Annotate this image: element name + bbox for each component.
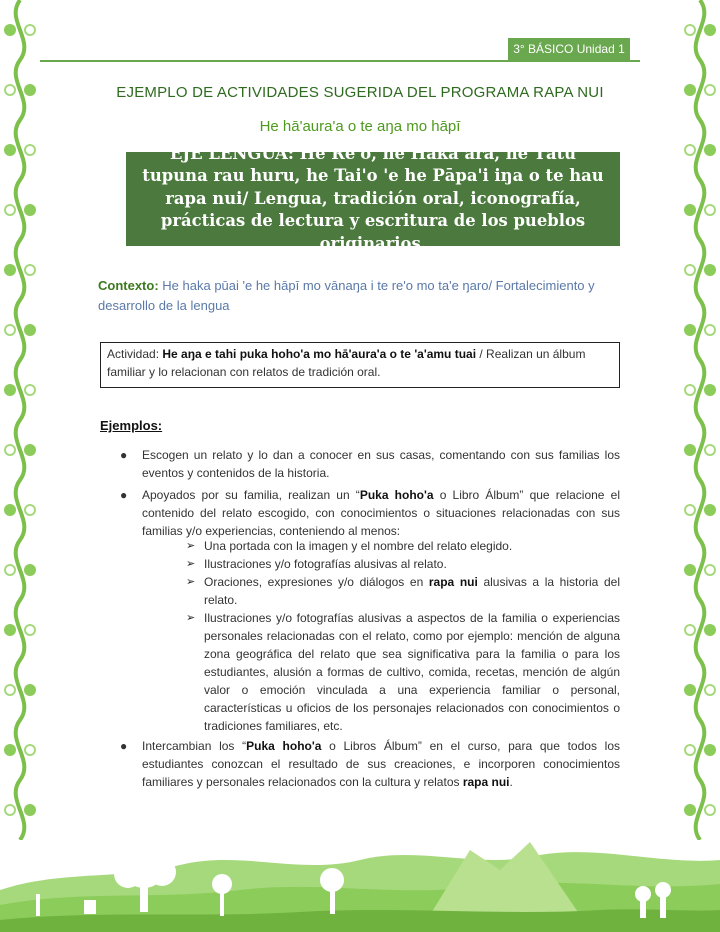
example-item-1: Escogen un relato y lo dan a conocer en sus casas, comentando con sus familias los eventos y contenidos de la historia. <box>142 448 620 480</box>
examples-sub-list <box>186 537 620 735</box>
page-subtitle: He hā'aura'a o te aŋa mo hāpī <box>259 118 461 135</box>
landscape-silhouette <box>0 820 720 932</box>
arrow-bullet-icon: ➢ <box>186 540 196 552</box>
grade-unit-badge: 3° BÁSICO Unidad 1 <box>508 38 630 60</box>
left-decorative-border <box>0 0 40 840</box>
list-item <box>120 446 620 482</box>
list-item <box>186 573 620 609</box>
arrow-bullet-icon: ➢ <box>186 558 196 570</box>
bullet-icon: ● <box>120 488 128 502</box>
right-border-pattern <box>680 0 720 840</box>
list-item <box>186 537 620 555</box>
examples-heading: Ejemplos: <box>100 418 163 433</box>
arrow-bullet-icon: ➢ <box>186 576 196 588</box>
sub-item-3-bold: rapa nui <box>428 575 478 589</box>
right-decorative-border <box>680 0 720 840</box>
list-item <box>186 609 620 735</box>
context-text: He haka pūai 'e he hāpī mo vānaŋa i te re'o mo ta'e ŋaro/ Fortalecimiento y desarrollo de la lengua <box>98 278 595 313</box>
context-paragraph <box>98 276 628 316</box>
list-item <box>120 737 620 791</box>
sub-item-3-part-c: alusivas a la historia del relato. <box>204 575 620 607</box>
page-title: EJEMPLO DE ACTIVIDADES SUGERIDA DEL PROGRAMA RAPA NUI <box>116 84 604 101</box>
list-item <box>186 555 620 573</box>
sub-item-4: Ilustraciones y/o fotografías alusivas a aspectos de la familia o experiencias personales relacionadas con el relato, como por ejemplo: mención de alguna zona geográfica del relato que sea significativa para la familia o para los estudiantes, alusión a formas de cultivo, comida, recetas, mención de algún valor o emoción vinculada a una experiencia familiar o personal, características u oficios de los personajes relacionados con conocimientos o tradiciones familiares, etc. <box>204 611 620 733</box>
bullet-icon: ● <box>120 739 128 753</box>
context-label: Contexto: <box>98 278 159 293</box>
example-item-2-part-a: Apoyados por su familia, realizan un “ <box>142 488 360 502</box>
left-border-pattern <box>0 0 40 840</box>
arrow-bullet-icon: ➢ <box>186 612 196 624</box>
activity-title: He aŋa e tahi puka hoho'a mo hā'aura'a o te 'a'amu tuai <box>162 347 477 361</box>
sub-item-3-part-a: Oraciones, expresiones y/o diálogos en <box>204 575 429 589</box>
footer-landscape-illustration <box>0 820 720 932</box>
activity-text: / Realizan un álbum familiar y lo relacionan con relatos de tradición oral. <box>107 347 586 379</box>
example-item-3-part-a: Intercambian los “ <box>142 739 247 753</box>
list-item <box>120 486 620 540</box>
example-item-3-part-c: o Libros Álbum” en el curso, para que todos los estudiantes conozcan el resultado de sus creaciones, e incorporen conocimientos familiares y personales relacionados con la cultura y relatos <box>142 739 620 789</box>
activity-label: Actividad: <box>107 347 163 361</box>
example-item-3-bold-2: rapa nui <box>462 775 510 789</box>
axis-heading-box <box>126 143 620 253</box>
example-item-3-part-e: . <box>509 775 513 789</box>
example-item-2-part-c: o Libro Álbum” que relacione el contenido del relato escogido, con conocimientos o situaciones relacionadas con sus familias y/o experiencias, conteniendo al menos: <box>142 488 620 538</box>
activity-box <box>100 342 620 388</box>
examples-list-bottom <box>120 737 620 791</box>
examples-list-top <box>120 446 620 540</box>
sub-item-1: Una portada con la imagen y el nombre del relato elegido. <box>204 539 513 553</box>
sub-item-2: Ilustraciones y/o fotografías alusivas al relato. <box>204 557 447 571</box>
example-item-3-bold-1: Puka hoho'a <box>246 739 322 753</box>
bullet-icon: ● <box>120 448 128 462</box>
header-divider <box>40 60 640 62</box>
axis-heading-text: EJE LENGUA: He Re'o, he Haka ara, he Tātū tupuna rau huru, he Tai'o 'e he Pāpa'i iŋa o te hau rapa nui/ Lengua, tradición oral, iconografía, prácticas de lectura y escritura de los pueblos originarios. <box>142 143 604 253</box>
example-item-2-bold: Puka hoho'a <box>359 488 434 502</box>
